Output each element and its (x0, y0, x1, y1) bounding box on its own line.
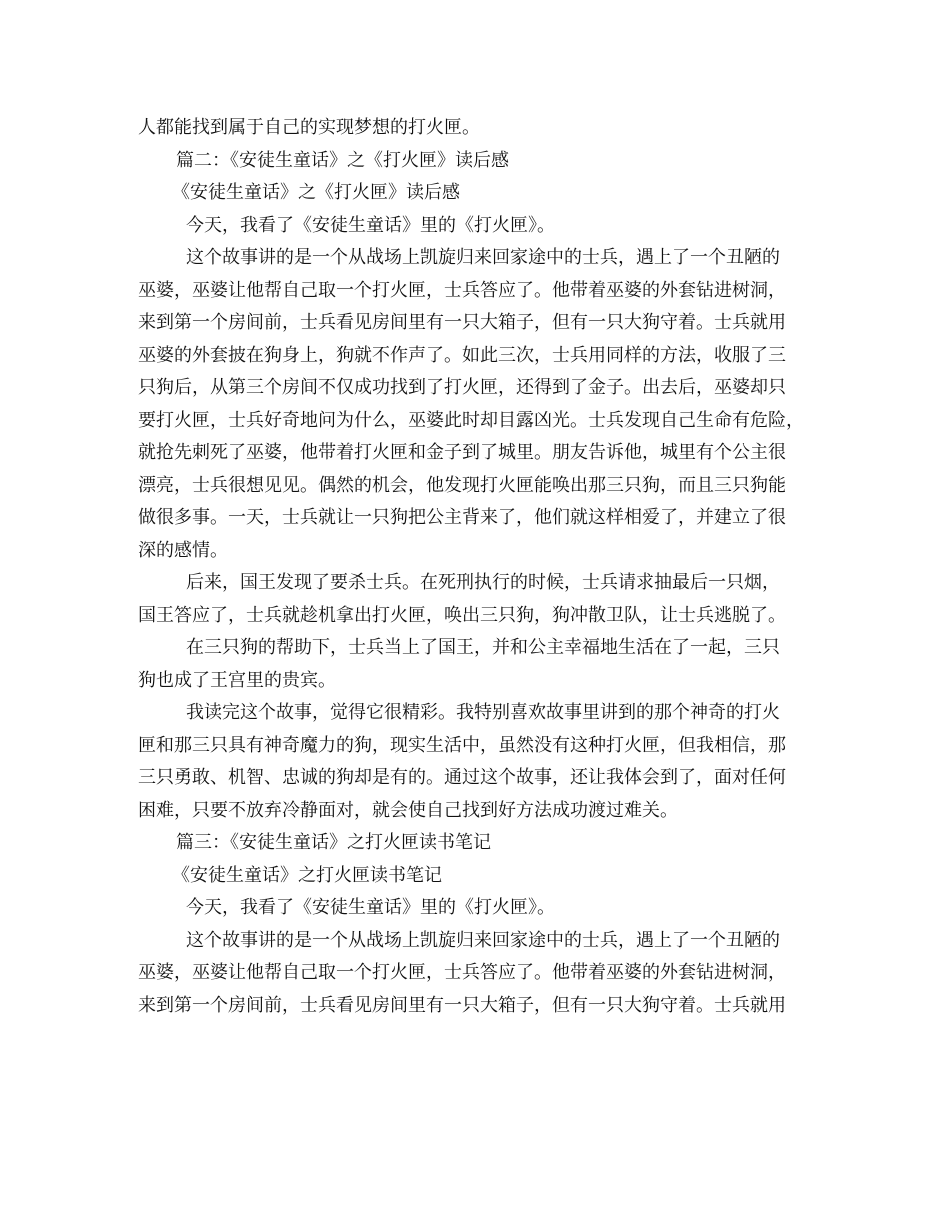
text-line: 狗也成了王宫里的贵宾。 (138, 669, 336, 691)
text-line: 深的感情。 (138, 539, 228, 561)
text-line: 在三只狗的帮助下，士兵当上了国王，并和公主幸福地生活在了一起，三只 (186, 637, 780, 658)
text-line: 就抢先刺死了巫婆，他带着打火匣和金子到了城里。朋友告诉他，城里有个公主很 (138, 442, 786, 463)
document-body (138, 112, 816, 1022)
text-line: 巫婆的外套披在狗身上，狗就不作声了。如此三次，士兵用同样的方法，收服了三 (138, 344, 786, 366)
text-line: 今天，我看了《安徒生童话》里的《打火匣》。 (186, 214, 555, 236)
text-line: 这个故事讲的是一个从战场上凯旋归来回家途中的士兵，遇上了一个丑陋的 (186, 247, 780, 268)
text-line: 做很多事。一天，士兵就让一只狗把公主背来了，他们就这样相爱了，并建立了很 (138, 507, 786, 528)
text-line: 巫婆，巫婆让他帮自己取一个打火匣，士兵答应了。他带着巫婆的外套钻进树洞， (138, 279, 786, 301)
text-line: 这个故事讲的是一个从战场上凯旋归来回家途中的士兵，遇上了一个丑陋的 (186, 929, 780, 951)
text-line: 《安徒生童话》之《打火匣》读后感 (172, 182, 460, 203)
text-line: 困难，只要不放弃冷静面对，就会使自己找到好方法成功渡过难关。 (138, 799, 678, 821)
text-line: 今天，我看了《安徒生童话》里的《打火匣》。 (186, 897, 555, 918)
text-line: 后来，国王发现了要杀士兵。在死刑执行的时候，士兵请求抽最后一只烟， (186, 572, 780, 593)
text-line: 来到第一个房间前，士兵看见房间里有一只大箱子，但有一只大狗守着。士兵就用 (138, 994, 786, 1016)
text-line: 要打火匣，士兵好奇地问为什么，巫婆此时却目露凶光。士兵发现自己生命有危险， (138, 409, 804, 431)
text-line: 人都能找到属于自己的实现梦想的打火匣。 (138, 117, 480, 138)
text-line: 只狗后，从第三个房间不仅成功找到了打火匣，还得到了金子。出去后，巫婆却只 (138, 377, 786, 398)
text-line: 来到第一个房间前，士兵看见房间里有一只大箱子，但有一只大狗守着。士兵就用 (138, 312, 786, 333)
text-line: 《安徒生童话》之打火匣读书笔记 (172, 864, 442, 886)
text-line: 篇二：《安徒生童话》之《打火匣》读后感 (176, 149, 509, 171)
text-line: 巫婆，巫婆让他帮自己取一个打火匣，士兵答应了。他带着巫婆的外套钻进树洞， (138, 962, 786, 983)
text-line: 三只勇敢、机智、忠诚的狗却是有的。通过这个故事，还让我体会到了，面对任何 (138, 767, 786, 788)
text-line: 国王答应了，士兵就趁机拿出打火匣，唤出三只狗，狗冲散卫队，让士兵逃脱了。 (138, 604, 786, 626)
text-line: 我读完这个故事，觉得它很精彩。我特别喜欢故事里讲到的那个神奇的打火 (186, 702, 780, 723)
text-line: 匣和那三只具有神奇魔力的狗，现实生活中，虽然没有这种打火匣，但我相信，那 (138, 734, 786, 756)
text-line: 漂亮，士兵很想见见。偶然的机会，他发现打火匣能唤出那三只狗，而且三只狗能 (138, 474, 786, 496)
text-line: 篇三：《安徒生童话》之打火匣读书笔记 (176, 832, 491, 853)
